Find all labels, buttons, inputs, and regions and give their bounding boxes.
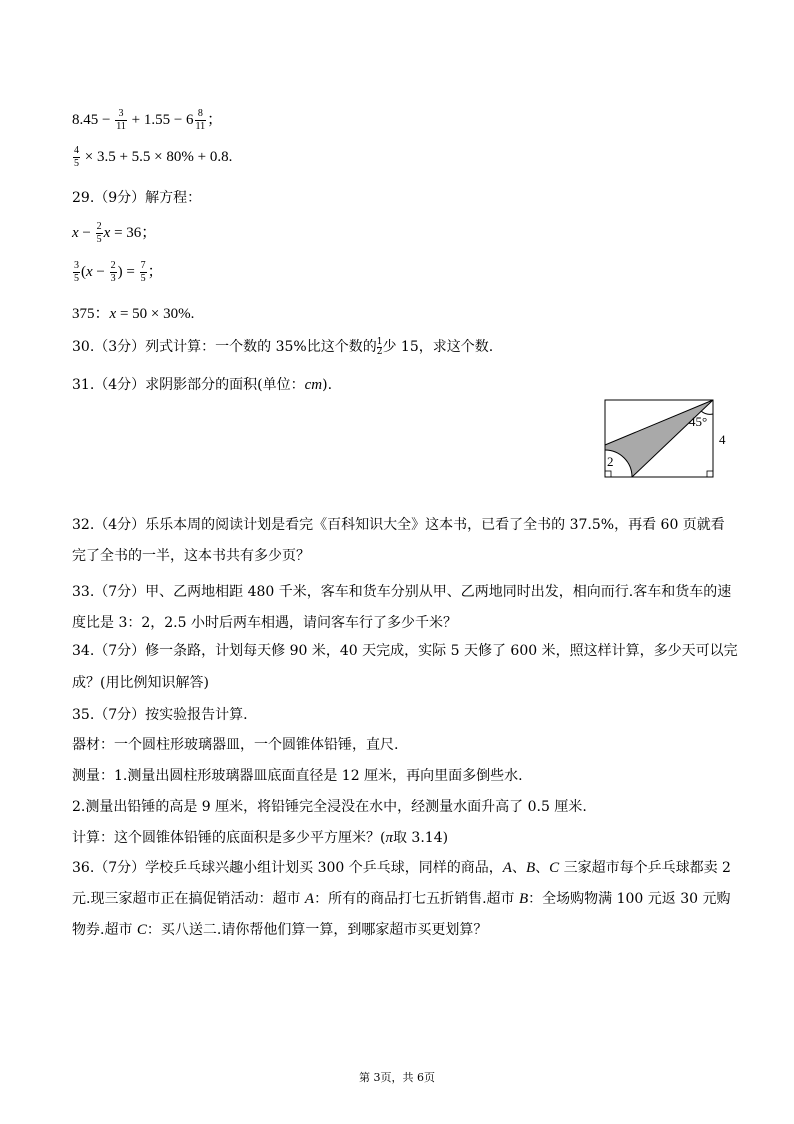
fraction <box>140 261 147 284</box>
q35-header: 35.（7分）按实验报告计算. <box>72 707 248 723</box>
variable-x: x <box>72 225 79 241</box>
expr1-end: ； <box>207 112 223 128</box>
separator: 、 <box>511 860 526 876</box>
fraction <box>195 109 207 132</box>
q32-line-2: 完了全书的一半，这本书共有多少页？ <box>72 548 310 564</box>
q36-l2-part-c: ：全场购物满 100 元返 30 元购 <box>528 891 731 907</box>
expr1-part-a: 8.45 − <box>72 112 115 128</box>
q36-line-2 <box>72 888 731 908</box>
operator: − <box>78 225 95 241</box>
q33-line-2: 度比是 3：2，2.5 小时后两车相遇，请问客车行了多少千米？ <box>72 615 457 631</box>
q36-l3-part-b: ：买八送二.请你帮他们算一算，到哪家超市买更划算？ <box>146 922 488 938</box>
expr1-part-b: + 1.55 − 6 <box>127 112 194 128</box>
q36-line-3 <box>72 919 487 939</box>
fraction-denominator: 5 <box>74 273 79 285</box>
fraction-numerator: 2 <box>96 221 102 233</box>
store-c-label: C <box>136 922 147 938</box>
fraction-numerator: 7 <box>140 260 146 272</box>
q31-shaded-area-figure <box>595 392 730 484</box>
right-side-label: 4 <box>719 432 726 447</box>
fraction-numerator: 8 <box>195 109 207 121</box>
fraction-numerator: 4 <box>74 145 79 156</box>
unit-cm: cm <box>304 377 323 393</box>
fraction-numerator: 3 <box>74 260 79 272</box>
angle-label: 45° <box>689 414 708 429</box>
q34-line-1: 34.（7分）修一条路，计划每天修 90 米，40 天完成，实际 5 天修了 600 米，照这样计算，多少天可以完 <box>72 643 738 659</box>
store-b-label: B <box>525 860 536 876</box>
q29-equation-3 <box>72 302 194 323</box>
q36-l1-part-b: 三家超市每个乒乓球都卖 2 <box>559 860 731 876</box>
calc-expression-2 <box>72 146 232 169</box>
fraction <box>110 261 117 284</box>
left-side-label: 2 <box>607 454 614 469</box>
q33-line-1: 33.（7分）甲、乙两地相距 480 千米，客车和货车分别从甲、乙两地同时出发，相向而行.客车和货车的速 <box>72 584 732 600</box>
fraction-denominator: 5 <box>74 158 79 169</box>
right-angle-marker-left <box>605 471 611 477</box>
q35-calc-part-a: 计算：这个圆锥体铅锤的底面积是多少平方厘米？( <box>72 830 386 846</box>
fraction-denominator: 11 <box>116 121 126 133</box>
pi-symbol: π <box>385 830 393 846</box>
q34-line-2: 成？(用比例知识解答) <box>72 675 209 691</box>
fraction-numerator: 2 <box>110 260 116 272</box>
equation-end: ； <box>147 264 163 280</box>
q30-part-a: 30.（3分）列式计算：一个数的 35%比这个数的 <box>72 339 377 355</box>
variable-x: x <box>109 306 117 322</box>
fraction <box>115 109 127 132</box>
q31-text <box>72 374 332 394</box>
q35-calculation <box>72 827 448 847</box>
fraction-denominator: 11 <box>195 121 206 133</box>
q30-text <box>72 336 493 357</box>
fraction-numerator: 3 <box>115 109 127 121</box>
store-b-label: B <box>518 891 529 907</box>
q35-materials: 器材：一个圆柱形玻璃器皿，一个圆锥体铅锤，直尺. <box>72 737 399 753</box>
q31-part-a: 31.（4分）求阴影部分的面积(单位： <box>72 377 305 393</box>
separator: 、 <box>535 860 550 876</box>
q31-part-b: ). <box>322 377 333 393</box>
store-a-label: A <box>502 860 512 876</box>
q35-calc-part-b: 取 3.14) <box>392 830 449 846</box>
expr2-rest: × 3.5 + 5.5 × 80% + 0.8. <box>81 148 233 165</box>
variable-x: x <box>86 264 93 280</box>
ratio-left: 375： <box>72 306 110 322</box>
q36-l3-part-a: 物券.超市 <box>72 922 137 938</box>
q36-l1-part-a: 36.（7分）学校乒乓球兴趣小组计划买 300 个乒乓球，同样的商品， <box>72 860 503 876</box>
fraction <box>73 146 80 169</box>
calc-expression-1 <box>72 108 222 132</box>
q36-line-1 <box>72 857 731 877</box>
fraction-denominator: 3 <box>110 273 116 285</box>
store-a-label: A <box>304 891 315 907</box>
fraction-denominator: 2 <box>376 346 383 357</box>
q35-measure-1: 测量：1.测量出圆柱形玻璃器皿底面直径是 12 厘米，再向里面多倒些水. <box>72 768 523 784</box>
q29-header: 29.（9分）解方程： <box>72 190 202 206</box>
q32-line-1: 32.（4分）乐乐本周的阅读计划是看完《百科知识大全》这本书，已看了全书的 37.5%，再看 60 页就看 <box>72 517 725 533</box>
variable-x: x <box>103 225 111 241</box>
fraction <box>96 222 103 245</box>
ratio-right: = 50 × 30%. <box>116 306 195 322</box>
fraction-denominator: 5 <box>96 234 102 246</box>
q35-measure-2: 2.测量出铅锤的高是 9 厘米，将铅锤完全浸没在水中，经测量水面升高了 0.5 厘米. <box>72 799 587 815</box>
equation-rhs: = 36； <box>110 225 157 241</box>
q30-part-b: 少 15，求这个数. <box>382 339 494 355</box>
store-c-label: C <box>549 860 560 876</box>
operator: − <box>92 264 109 280</box>
fraction <box>73 261 80 284</box>
q36-l2-part-a: 元.现三家超市正在搞促销活动：超市 <box>72 891 305 907</box>
right-angle-marker-right <box>707 471 713 477</box>
fraction-denominator: 5 <box>140 273 146 285</box>
q29-equation-2 <box>72 260 163 284</box>
fraction-numerator: 1 <box>376 336 383 347</box>
paren-open: ( <box>81 264 86 280</box>
paren-close-equals: ) = <box>117 264 139 280</box>
page-footer: 第 3页，共 6页 <box>359 1071 435 1084</box>
q36-l2-part-b: ：所有的商品打七五折销售.超市 <box>314 891 519 907</box>
q29-equation-1 <box>72 221 156 245</box>
